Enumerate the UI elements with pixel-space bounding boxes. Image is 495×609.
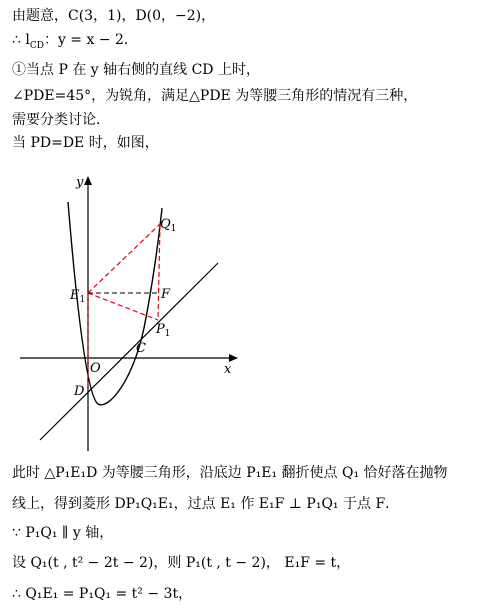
y-axis-arrow: [84, 176, 92, 185]
figure: [18, 168, 243, 453]
line-1: 由题意，C(3，1)，D(0，−2)，: [12, 8, 216, 24]
label-d: D: [74, 384, 85, 399]
line-4: ∠PDE=45°，为锐角，满足△PDE 为等腰三角形的情况有三种，: [12, 88, 418, 104]
line-10: 设 Q₁(t , t² − 2t − 2)，则 P₁(t , t − 2)， E₁F = t，: [12, 555, 351, 571]
line-6: 当 PD=DE 时，如图，: [12, 135, 159, 151]
x-axis-arrow: [229, 354, 238, 362]
label-c: C: [136, 341, 146, 356]
line-2-sub: CD: [29, 40, 44, 51]
label-origin: O: [90, 361, 101, 376]
line-9: ∵ P₁Q₁ ∥ y 轴，: [12, 525, 114, 541]
line-11: ∴ Q₁E₁ = P₁Q₁ = t² − 3t，: [12, 586, 193, 602]
line-7: 此时 △P₁E₁D 为等腰三角形，沿底边 P₁E₁ 翻折使点 Q₁ 恰好落在抛物: [12, 465, 448, 481]
label-q1: $Q_1$: [160, 217, 177, 234]
line-8: 线上，得到菱形 DP₁Q₁E₁，过点 E₁ 作 E₁F ⊥ P₁Q₁ 于点 F．: [12, 496, 400, 512]
line-cd: [40, 263, 218, 440]
label-f: F: [161, 287, 171, 302]
line-2-prefix: ∴ l: [12, 32, 30, 48]
label-p1: $P_1$: [156, 322, 171, 339]
line-2: [12, 30, 138, 56]
line-3: ①当点 P 在 y 轴右侧的直线 CD 上时，: [12, 62, 260, 78]
line-5: 需要分类讨论．: [12, 112, 110, 128]
label-y: y: [76, 175, 84, 190]
dashed-e1-q1: [88, 224, 160, 293]
line-2-rest: ：y = x − 2．: [43, 32, 138, 48]
label-e1: $E_1$: [70, 288, 86, 305]
label-x: x: [224, 362, 232, 377]
